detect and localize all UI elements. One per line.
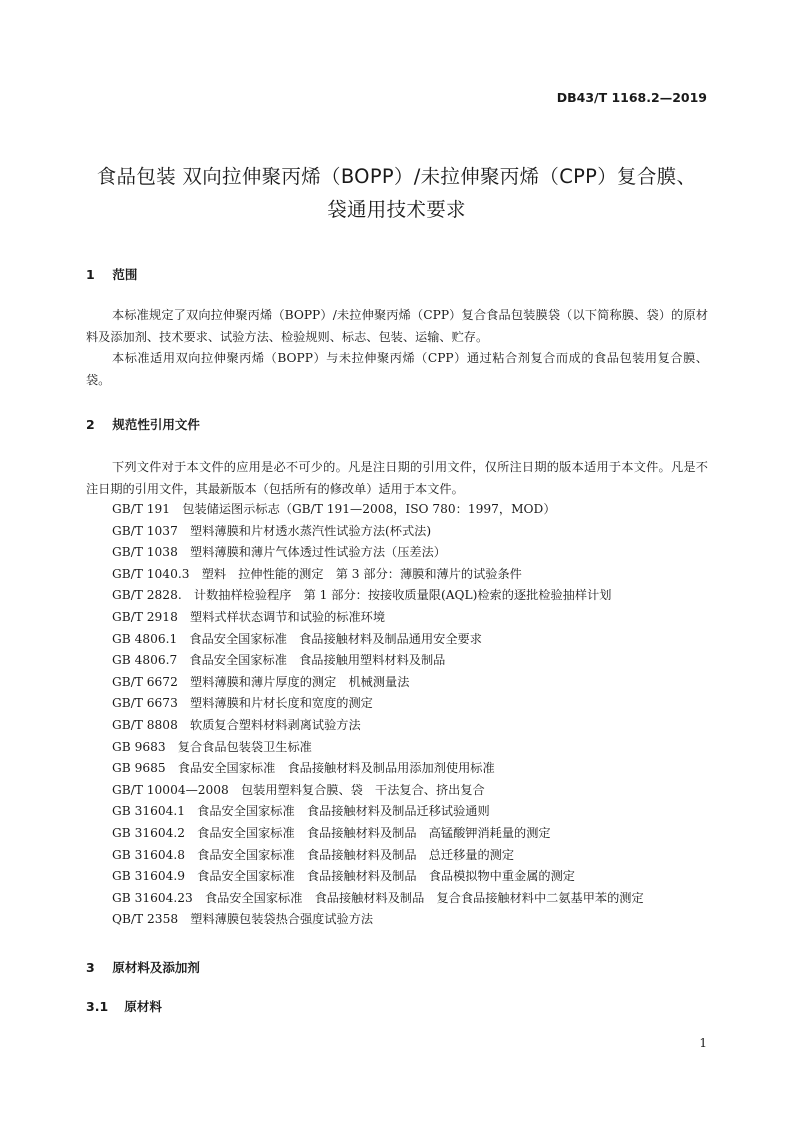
reference-item: GB/T 6673 塑料薄膜和片材长度和宽度的测定: [112, 696, 373, 711]
reference-item: GB 31604.1 食品安全国家标准 食品接触材料及制品迁移试验通则: [112, 804, 490, 819]
section-2-heading: [86, 415, 200, 433]
reference-item: GB 31604.8 食品安全国家标准 食品接触材料及制品 总迁移量的测定: [112, 847, 515, 862]
document-id: DB43/T 1168.2—2019: [556, 90, 707, 105]
reference-item: GB 9683 复合食品包装袋卫生标准: [112, 739, 312, 754]
document-title: [60, 160, 733, 226]
section-1-number: 1: [86, 267, 95, 282]
section-2-number: 2: [86, 417, 95, 432]
section-3-heading: [86, 958, 200, 976]
page-number: 1: [699, 1036, 707, 1050]
reference-item: GB/T 1040.3 塑料 拉伸性能的测定 第 3 部分：薄膜和薄片的试验条件: [112, 566, 522, 581]
reference-item: QB/T 2358 塑料薄膜包装袋热合强度试验方法: [112, 912, 374, 927]
reference-item: GB 31604.9 食品安全国家标准 食品接触材料及制品 食品模拟物中重金属的测定: [112, 869, 575, 884]
reference-item: GB/T 1038 塑料薄膜和薄片气体透过性试验方法（压差法）: [112, 545, 446, 560]
reference-item: GB 4806.7 食品安全国家标准 食品接触用塑料材料及制品: [112, 653, 446, 668]
section-3-1-number: 3.1: [86, 999, 109, 1014]
reference-item: GB/T 1037 塑料薄膜和片材透水蒸汽性试验方法(杯式法): [112, 523, 432, 538]
reference-item: GB 31604.2 食品安全国家标准 食品接触材料及制品 高锰酸钾消耗量的测定: [112, 825, 551, 840]
reference-item: GB/T 6672 塑料薄膜和薄片厚度的测定 机械测量法: [112, 674, 410, 689]
reference-list: [112, 499, 644, 931]
title-line-2: 袋通用技术要求: [327, 198, 466, 221]
section-2-intro: 下列文件对于本文件的应用是必不可少的。凡是注日期的引用文件，仅所注日期的版本适用于本文件。凡是不注日期的引用文件，其最新版本（包括所有的修改单）适用于本文件。: [86, 460, 708, 496]
reference-item: GB/T 8808 软质复合塑料材料剥离试验方法: [112, 717, 361, 732]
title-line-1: 食品包装 双向拉伸聚丙烯（BOPP）/未拉伸聚丙烯（CPP）复合膜、: [96, 165, 697, 188]
reference-item: GB/T 191 包装储运图示标志（GB/T 191—2008，ISO 780：1997，MOD）: [112, 502, 556, 516]
reference-item: GB 31604.23 食品安全国家标准 食品接触材料及制品 复合食品接触材料中二氨基甲苯的测定: [112, 890, 644, 905]
section-1-title: 范围: [112, 267, 138, 282]
reference-item: GB 9685 食品安全国家标准 食品接触材料及制品用添加剂使用标准: [112, 761, 495, 776]
section-3-number: 3: [86, 960, 95, 975]
reference-item: GB 4806.1 食品安全国家标准 食品接触材料及制品通用安全要求: [112, 631, 482, 646]
reference-item: GB/T 2918 塑料式样状态调节和试验的标准环境: [112, 609, 386, 624]
section-2-title: 规范性引用文件: [112, 417, 200, 432]
section-3-1-heading: [86, 997, 162, 1015]
section-3-1-title: 原材料: [124, 999, 162, 1014]
reference-item: GB/T 10004—2008 包装用塑料复合膜、袋 干法复合、挤出复合: [112, 782, 485, 797]
reference-item: GB/T 2828. 计数抽样检验程序 第 1 部分：按接收质量限(AQL)检索的逐批检验抽样计划: [112, 588, 612, 603]
section-1-paragraph-2: 本标准适用双向拉伸聚丙烯（BOPP）与未拉伸聚丙烯（CPP）通过粘合剂复合而成的食品包装用复合膜、袋。: [86, 351, 708, 387]
section-1-heading: [86, 265, 137, 283]
section-1-paragraph-1: 本标准规定了双向拉伸聚丙烯（BOPP）/未拉伸聚丙烯（CPP）复合食品包装膜袋（以下简称膜、袋）的原材料及添加剂、技术要求、试验方法、检验规则、标志、包装、运输、贮存。: [86, 308, 708, 344]
section-3-title: 原材料及添加剂: [112, 960, 200, 975]
